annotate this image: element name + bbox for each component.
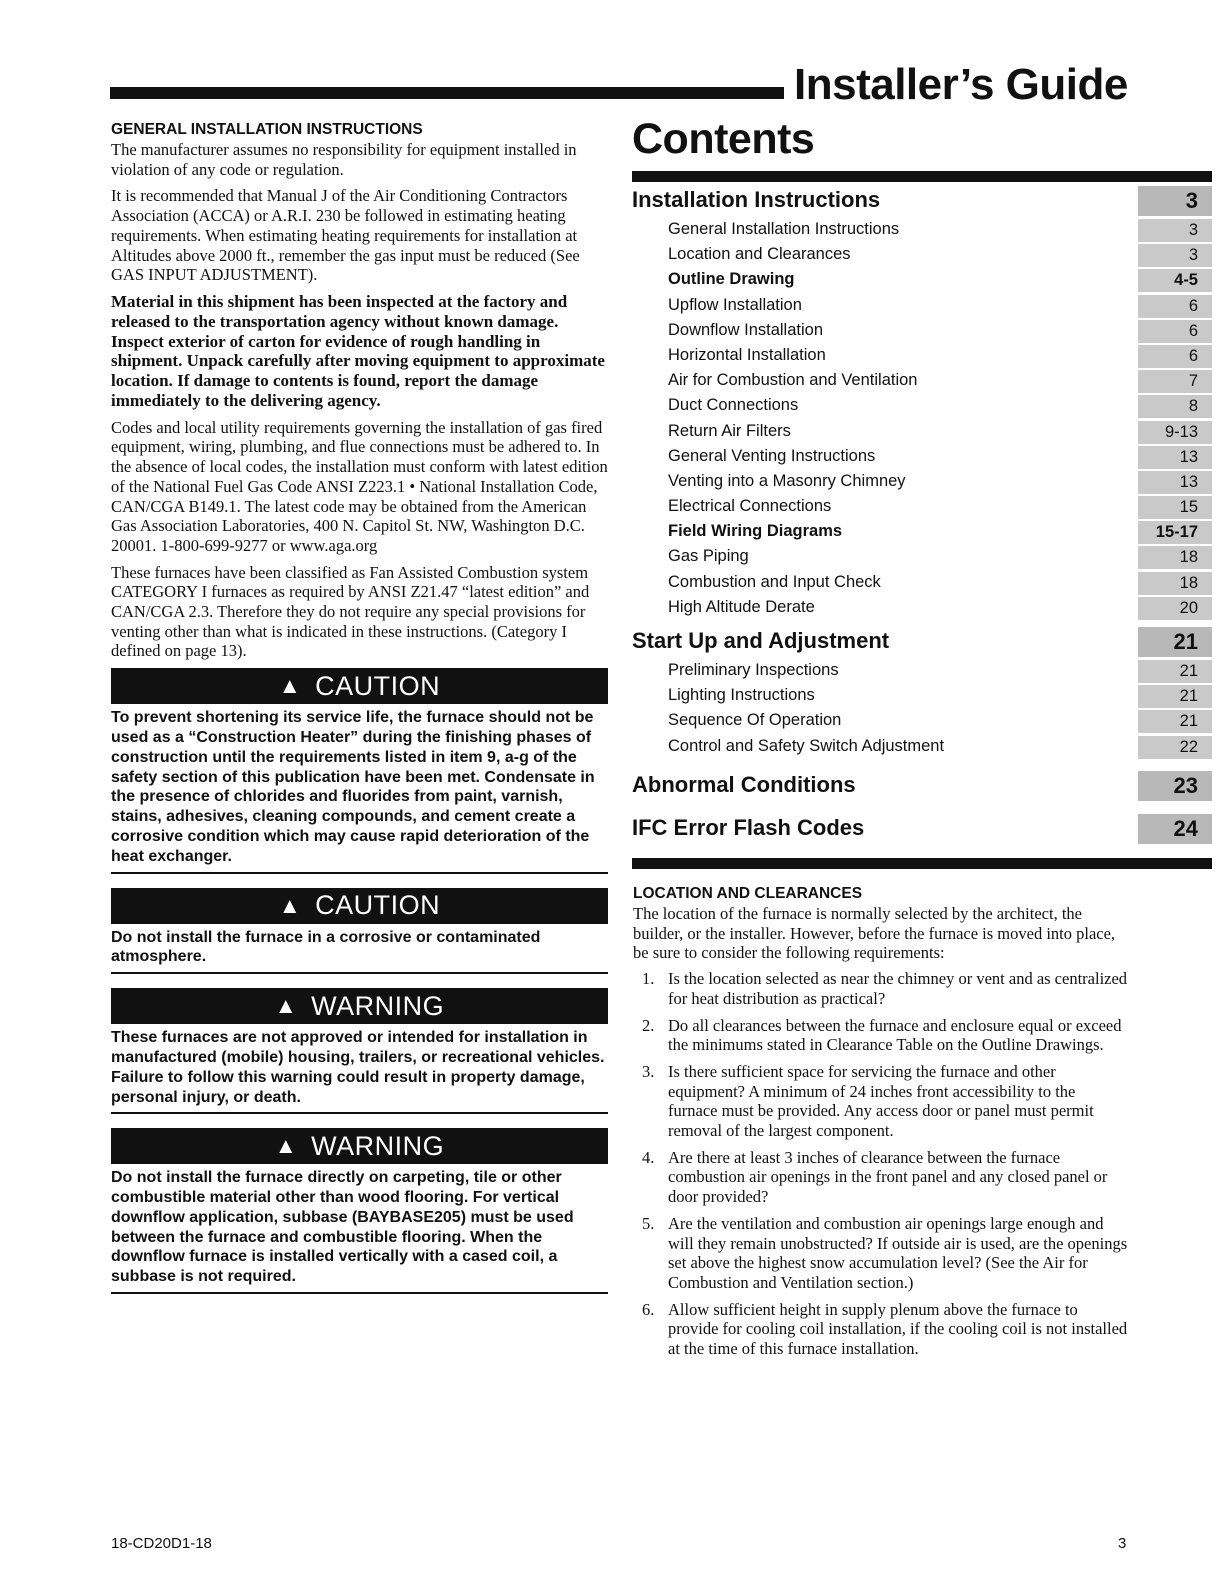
general-installation-heading: GENERAL INSTALLATION INSTRUCTIONS xyxy=(111,121,423,138)
toc-section-label: Start Up and Adjustment xyxy=(632,628,890,653)
toc-item[interactable] xyxy=(632,445,1212,470)
contents-title: Contents xyxy=(632,115,815,163)
warning-box xyxy=(111,988,608,1114)
toc-item[interactable] xyxy=(632,470,1212,495)
warning-triangle-icon: ▲ xyxy=(274,1133,298,1159)
toc-item-label: General Venting Instructions xyxy=(668,446,876,465)
toc-item[interactable] xyxy=(632,571,1212,596)
list-text: Is the location selected as near the chimney or vent and as centralized for heat distribution as practical? xyxy=(668,969,1128,1008)
list-text: Are the ventilation and combustion air openings large enough and will they remain unobstructed? If outside air is used, are the openings set above the highest snow accumulation level? (See the Air for Combustion and Ventilation section.) xyxy=(668,1213,1128,1292)
toc-page: 21 xyxy=(1138,685,1212,708)
toc-page: 21 xyxy=(1138,627,1212,657)
toc-page: 13 xyxy=(1138,471,1212,494)
warning-header xyxy=(111,1128,608,1164)
location-intro: The location of the furnace is normally selected by the architect, the builder, or the installer. However, before the furnace is moved into place, be sure to consider the following requirements: xyxy=(633,904,1116,963)
toc-page: 6 xyxy=(1138,295,1212,318)
toc-item[interactable] xyxy=(632,243,1212,268)
requirements-list xyxy=(633,969,1128,1359)
toc-item-label: Sequence Of Operation xyxy=(668,711,842,730)
toc-item-label: Gas Piping xyxy=(668,547,749,566)
toc-item[interactable] xyxy=(632,294,1212,319)
toc-page: 8 xyxy=(1138,395,1212,418)
toc-item[interactable] xyxy=(632,545,1212,570)
toc-item-label: Electrical Connections xyxy=(668,497,832,516)
toc-section-label: Abnormal Conditions xyxy=(632,771,856,797)
toc-page: 3 xyxy=(1138,186,1212,216)
paragraph: These furnaces have been classified as Fan Assisted Combustion system CATEGORY I furnaces as required by ANSI Z21.47 “latest edition” and CAN/CGA 2.3. Therefore they do not require any special provisions for venting other than what is indicated in these instructions. (Category I defined on page 13). xyxy=(111,562,590,661)
toc-item-label: Air for Combustion and Ventilation xyxy=(668,371,918,390)
toc-page: 3 xyxy=(1138,244,1212,267)
list-number: 2. xyxy=(642,1015,655,1035)
list-text: Are there at least 3 inches of clearance between the furnace combustion air openings in the front panel and any closed panel or door provided? xyxy=(668,1147,1108,1207)
toc-section[interactable] xyxy=(632,184,1212,218)
warning-text: These furnaces are not approved or intended for installation in manufactured (mobile) housing, trailers, or recreational vehicles. Failure to follow this warning could result in property damage, personal injury, or death. xyxy=(111,1024,608,1114)
caution-header xyxy=(111,668,608,704)
toc-item-label: Control and Safety Switch Adjustment xyxy=(668,736,945,755)
list-number: 1. xyxy=(642,969,655,989)
toc-section[interactable] xyxy=(632,812,1212,846)
toc-page: 6 xyxy=(1138,320,1212,343)
toc-item-label: Upflow Installation xyxy=(668,295,802,314)
caution-text: Do not install the furnace in a corrosive or contaminated atmosphere. xyxy=(111,924,608,975)
warning-text: Do not install the furnace directly on carpeting, tile or other combustible material other than wood flooring. For vertical downflow application, subbase (BAYBASE205) must be used between the furnace and combustible flooring. When the downflow furnace is installed vertically with a cased coil, a subbase is not required. xyxy=(111,1164,608,1294)
warning-box xyxy=(111,1128,608,1294)
toc-page: 21 xyxy=(1138,710,1212,733)
toc-item[interactable] xyxy=(632,596,1212,621)
caution-text: To prevent shortening its service life, the furnace should not be used as a “Construction Heater” during the finishing phases of construction until the requirements listed in item 9, a-g of the safety section of this publication have been met. Condensate in the presence of chlorides and fluorides from paint, varnish, stains, adhesives, cleaning compounds, and cement create a corrosive condition which may cause rapid deterioration of the heat exchanger. xyxy=(111,704,608,873)
list-item xyxy=(633,1016,1128,1055)
toc-page: 18 xyxy=(1138,572,1212,595)
list-item xyxy=(633,969,1128,1008)
document-title: Installer’s Guide xyxy=(794,60,1128,109)
notice-title: WARNING xyxy=(311,990,445,1021)
list-number: 5. xyxy=(642,1213,655,1233)
paragraph-shipment-notice: Material in this shipment has been inspected at the factory and released to the transportation agency without known damage. Inspect exterior of carton for evidence of rough handling in shipment. Unpack carefully after moving equipment to approximate location. If damage to contents is found, report the damage immediately to the delivering agency. xyxy=(111,291,605,410)
list-item xyxy=(633,1062,1128,1141)
toc-page: 15-17 xyxy=(1138,521,1212,544)
toc-page: 21 xyxy=(1138,660,1212,683)
warning-triangle-icon: ▲ xyxy=(278,673,302,699)
toc-item[interactable] xyxy=(632,319,1212,344)
toc-page: 7 xyxy=(1138,370,1212,393)
toc-page: 18 xyxy=(1138,546,1212,569)
toc-section[interactable] xyxy=(632,625,1212,659)
page-number: 3 xyxy=(1118,1535,1127,1552)
paragraph: The manufacturer assumes no responsibility for equipment installed in violation of any code or regulation. xyxy=(111,140,577,179)
toc-page: 4-5 xyxy=(1138,269,1212,292)
toc-page: 23 xyxy=(1138,771,1212,801)
header-rule xyxy=(110,87,784,99)
location-heading: LOCATION AND CLEARANCES xyxy=(633,885,863,902)
toc-page: 15 xyxy=(1138,496,1212,519)
list-text: Allow sufficient height in supply plenum above the furnace to provide for cooling coil installation, if the cooling coil is not installed at the time of this furnace installation. xyxy=(668,1299,1128,1359)
toc-item-label: Lighting Instructions xyxy=(668,686,815,705)
doc-number: 18-CD20D1-18 xyxy=(111,1535,212,1552)
toc-item-label: Combustion and Input Check xyxy=(668,572,881,591)
toc-item[interactable] xyxy=(632,659,1212,684)
toc-section[interactable] xyxy=(632,769,1212,803)
warning-triangle-icon: ▲ xyxy=(278,892,302,918)
toc-item-label: Venting into a Masonry Chimney xyxy=(668,471,906,490)
toc-item-label: High Altitude Derate xyxy=(668,597,815,616)
table-of-contents xyxy=(632,184,1212,846)
toc-item[interactable] xyxy=(632,520,1212,545)
toc-item-label: Horizontal Installation xyxy=(668,345,826,364)
caution-box xyxy=(111,888,608,975)
notice-title: CAUTION xyxy=(315,670,441,701)
list-item xyxy=(633,1214,1128,1293)
toc-item[interactable] xyxy=(632,344,1212,369)
notice-title: WARNING xyxy=(311,1130,445,1161)
toc-page: 3 xyxy=(1138,219,1212,242)
caution-box xyxy=(111,668,608,873)
toc-item-label: Preliminary Inspections xyxy=(668,661,839,679)
warning-triangle-icon: ▲ xyxy=(274,993,298,1019)
toc-item-label: Field Wiring Diagrams xyxy=(668,522,843,541)
list-text: Do all clearances between the furnace and enclosure equal or exceed the minimums stated in Clearance Table on the Outline Drawings. xyxy=(668,1015,1122,1055)
toc-item[interactable] xyxy=(632,495,1212,520)
list-text: Is there sufficient space for servicing the furnace and other equipment? A minimum of 24 inches front accessibility to the furnace must be provided. Any access door or panel must permit removal of the largest component. xyxy=(668,1061,1094,1141)
toc-item-label: Return Air Filters xyxy=(668,421,791,440)
toc-item-label: Outline Drawing xyxy=(668,270,795,289)
toc-item-label: Duct Connections xyxy=(668,396,799,415)
list-number: 4. xyxy=(642,1147,655,1167)
toc-item[interactable] xyxy=(632,268,1212,293)
toc-item[interactable] xyxy=(632,709,1212,734)
toc-page: 13 xyxy=(1138,446,1212,469)
paragraph: Codes and local utility requirements governing the installation of gas fired equipment, wiring, plumbing, and flue connections must be adhered to. In the absence of local codes, the installation must conform with latest edition of the National Fuel Gas Code ANSI Z223.1 • National Installation Code, CAN/CGA B149.1. The latest code may be obtained from the American Gas Association Laboratories, 400 N. Capitol St. NW, Washington D.C. 20001. 1-800-699-9277 or www.aga.org xyxy=(111,417,608,555)
toc-item[interactable] xyxy=(632,735,1212,760)
contents-bottom-rule xyxy=(632,858,1212,869)
contents-rule xyxy=(632,171,1212,182)
notice-title: CAUTION xyxy=(315,890,441,921)
caution-header xyxy=(111,888,608,924)
toc-item-label: Downflow Installation xyxy=(668,320,823,339)
toc-page: 20 xyxy=(1138,597,1212,620)
list-number: 3. xyxy=(642,1061,655,1081)
toc-page: 24 xyxy=(1138,814,1212,844)
left-column xyxy=(111,120,608,1308)
toc-item-label: Location and Clearances xyxy=(668,245,851,264)
toc-section-label: IFC Error Flash Codes xyxy=(632,814,865,840)
toc-page: 9-13 xyxy=(1138,421,1212,444)
toc-item-label: General Installation Instructions xyxy=(668,220,900,238)
warning-header xyxy=(111,988,608,1024)
location-section xyxy=(633,884,1128,1366)
list-number: 6. xyxy=(642,1299,655,1319)
toc-section-label: Installation Instructions xyxy=(632,187,881,212)
list-item xyxy=(633,1148,1128,1207)
toc-item[interactable] xyxy=(632,369,1212,394)
toc-item[interactable] xyxy=(632,684,1212,709)
toc-page: 6 xyxy=(1138,345,1212,368)
toc-item[interactable] xyxy=(632,218,1212,243)
paragraph: It is recommended that Manual J of the Air Conditioning Contractors Association (ACCA) or A.R.I. 230 be followed in estimating heating requirements. When estimating heating requirements for installation at Altitudes above 2000 ft., remember the gas input must be reduced (See GAS INPUT ADJUSTMENT). xyxy=(111,186,580,285)
toc-item[interactable] xyxy=(632,420,1212,445)
toc-item[interactable] xyxy=(632,394,1212,419)
list-item xyxy=(633,1300,1128,1359)
toc-page: 22 xyxy=(1138,736,1212,759)
